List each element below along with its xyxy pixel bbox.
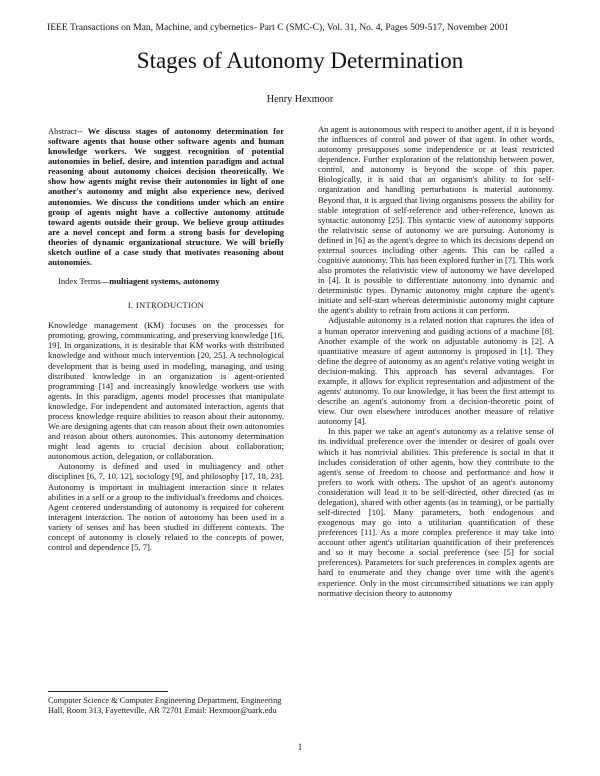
index-terms — [48, 276, 284, 286]
footnote: Computer Science & Computer Engineering Department, Engineering Hall, Room 313, Fayetteville, AR 72701 Email: Hexmoor@uark.edu — [48, 696, 282, 715]
journal-header: IEEE Transactions on Man, Machine, and cybernetics- Part C (SMC-C), Vol. 31, No. 4, Pages 509-517, November 2001 — [47, 22, 509, 33]
left-column — [48, 126, 284, 552]
abstract-text: We discuss stages of autonomy determination for software agents that house other software agents and human knowledge workers. We suggest recognition of potential autonomies in belief, desire, and intention paradigm and actual reasoning about autonomy choices decision theoretically. We show how agents might revise their autonomies in light of one another's autonomy and might also experience new, derived autonomies. We discuss the conditions under which an entire group of agents might have a collective autonomy attitude toward agents outside their group. We believe group attitudes are a novel concept and form a strong basis for developing theories of dynamic organizational structure. We will briefly sketch outline of a case study that motivates reasoning about autonomies. — [48, 126, 284, 268]
right-paragraph-1: An agent is autonomous with respect to another agent, if it is beyond the influences of control and power of that agent. In other words, autonomy presupposes some independence or at least restricted dependence. Further exploration of the relationship between power, control, and autonomy is beyond the scope of this paper. Biologically, it is said that an organism's ability to for self-organization and handling perturbations is material autonomy. Beyond that, it is argued that living organisms possess the ability for stable integration of self-reference and other-reference, known as syntactic autonomy [25]. This syntactic view of autonomy supports the relativistic sense of autonomy we are pursuing. Autonomy is defined in [6] as the agent's degree to which its decisions depend on external sources including other agents. This can be called a cognitive autonomy. This has been explored further in [7]. This work also promotes the relativistic view of autonomy we have developed in [4]. It is possible to differentiate autonomy into dynamic and deterministic types. Dynamic autonomy might capture the agent's initiate and self-start whereas deterministic autonomy might capture the agent's ability to refrain from actions it can perform. — [318, 124, 555, 316]
index-terms-keywords: multiagent systems, autonomy — [109, 276, 220, 287]
paper-title: Stages of Autonomy Determination — [136, 48, 464, 73]
intro-paragraph-2: Autonomy is defined and used in multiagency and other disciplines [6, 7, 10, 12], sociology [9], and philosophy [17, 18, 23]. Autonomy is important in multiagent interaction since it relates abilities in a self or a group to the individual's freedoms and choices. Agent centered understanding of autonomy is required for coherent interagent interaction. The notion of autonomy has been used in a variety of senses and has been studied in different contexts. The concept of autonomy is closely related to the concepts of power, control and dependence [5, 7]. — [48, 461, 284, 552]
abstract-label: Abstract-- — [48, 126, 88, 136]
author-name: Henry Hexmoor — [266, 94, 334, 105]
page-number: 1 — [297, 742, 303, 752]
index-terms-label: Index Terms— — [58, 276, 110, 287]
right-paragraph-3: In this paper we take an agent's autonomy as a relative sense of its individual preference over the intender or desirer of goals over which it has nontrivial abilities. This preference is social in that it includes consideration of other agents, how they contribute to the agent's sense of freedom to choose and performance and how it prefers to work with others. The upshot of an agent's autonomy consideration will lead it to be self-directed, other directed (as in delegation), shared with other agents (as in teaming), or be partially self-directed [10]. Many parameters, both endogenous and exogenous may go into a utilitarian quantification of these preferences [11]. As a more complex preference it may take into account other agent's utilitarian quantification of their preferences and so it may become a social preference (see [5] for social preferences). Parameters for such preferences in complex agents are hard to enumerate and they change over time with the agent's experience. Only in the most circumscribed situations we can apply normative decision theory to autonomy — [318, 426, 554, 598]
right-column — [318, 124, 554, 598]
section-heading: I. INTRODUCTION — [127, 300, 205, 311]
footnote-divider — [48, 691, 168, 692]
intro-paragraph-1: Knowledge management (KM) focuses on the processes for promoting, growing, communicating, and preserving knowledge [16, 19]. In organizations, it is desirable that KM works with distributed knowledge and without much intervention [20, 25]. A technological development that is being used in modeling, managing, and using distributed knowledge in an organization is agent-oriented programming [14] and increasingly knowledge workers use with agents. In this paradigm, agents model processes that manipulate knowledge. For independent and automated interaction, agents that process knowledge require abilities to reason about their autonomy. We are designing agents that can reason about their own autonomies and reason about others autonomies. This autonomy determination might lead agents to crucial decision about collaboration; autonomous action, delegation, or collaboration. — [48, 320, 284, 462]
abstract — [48, 126, 284, 267]
right-paragraph-2: Adjustable autonomy is a related notion that captures the idea of a human operator intervening and guiding actions of a machine [8]. Another example of the work on adjustable autonomy is [2]. A quantitative measure of agent autonomy is proposed in [1]. They define the degree of autonomy as an agent's relative voting weight in decision-making. This approach has several advantages. For example, it allows for explicit representation and adjustment of the agents' autonomy. To our knowledge, it has been the first attempt to describe an agent's autonomy from a decision-theoretic point of view. Our own elsewhere introduces another measure of relative autonomy [4]. — [318, 315, 554, 427]
